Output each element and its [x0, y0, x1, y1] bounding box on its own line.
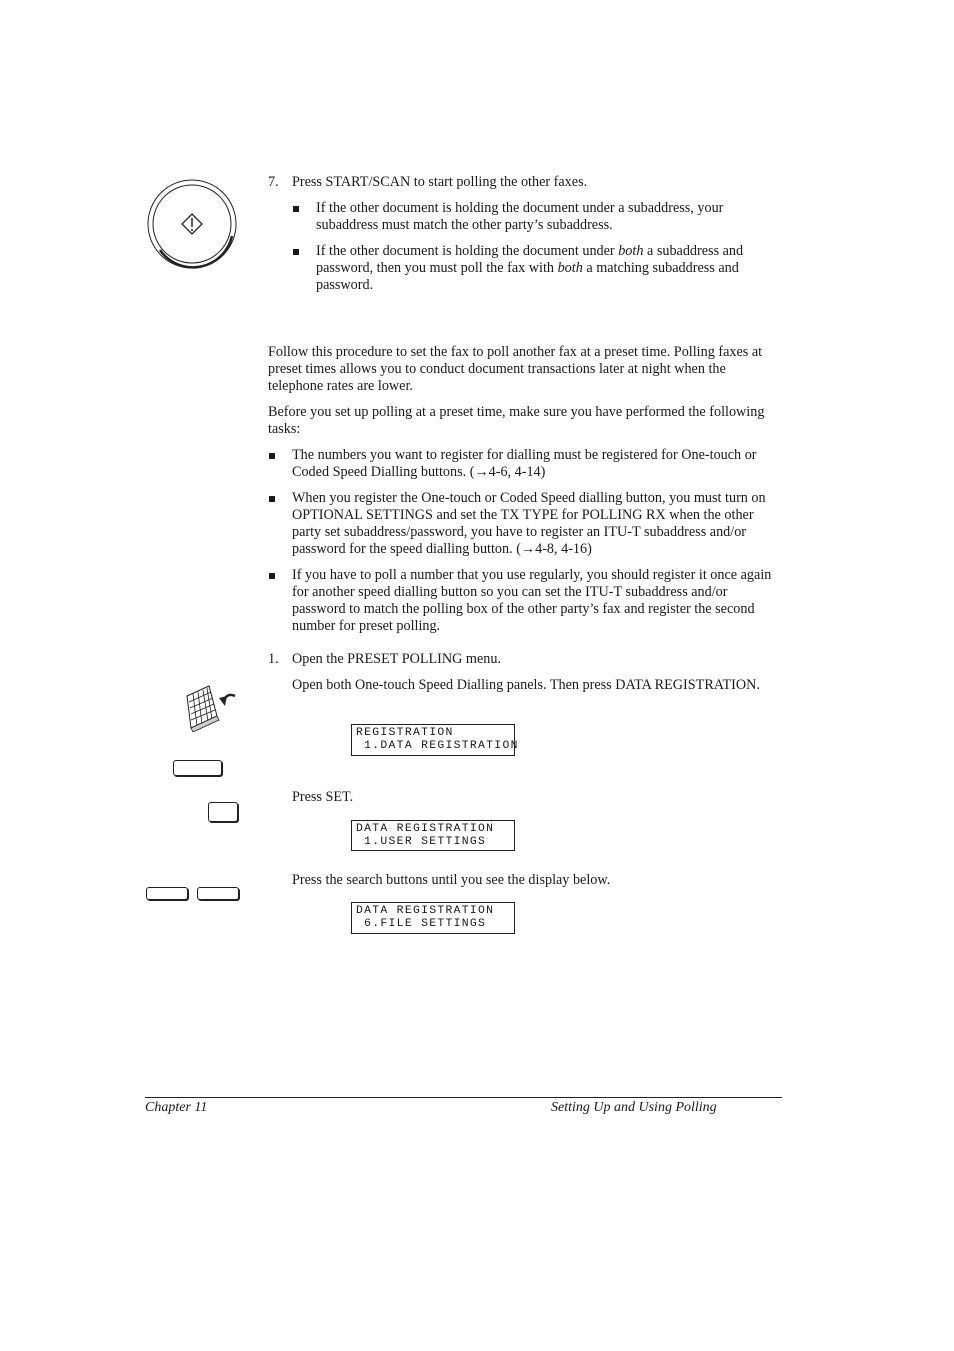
list-item: [268, 447, 780, 481]
search-left-key[interactable]: [146, 887, 188, 900]
step-text: Open the PRESET POLLING menu.: [292, 651, 501, 667]
step-number: 1.: [268, 651, 279, 667]
footer-section-title: Setting Up and Using Polling: [551, 1100, 717, 1115]
data-registration-key[interactable]: [173, 760, 222, 776]
start-scan-button-icon: [146, 178, 240, 272]
lcd-display-3: DATA REGISTRATION 6.FILE SETTINGS: [351, 902, 515, 934]
lcd-display-1: REGISTRATION 1.DATA REGISTRATION: [351, 724, 515, 756]
step-text: Press START/SCAN to start polling the other faxes.: [292, 174, 588, 190]
set-key[interactable]: [208, 802, 238, 822]
bullet-text: When you register the One-touch or Coded Speed dialling button, you must turn on OPTIONAL SETTINGS and set the TX TYPE for POLLING RX when the other party set subaddress/password, you have to register an ITU-T subaddress and/or password for the speed dialling button. (→4-8, 4-16): [292, 490, 766, 557]
intro-paragraph: Before you set up polling at a preset time, make sure you have performed the following tasks:: [268, 404, 765, 437]
list-item: [292, 243, 780, 294]
bullet-text: If the other document is holding the document under a subaddress, your subaddress must match the other party’s subaddress.: [316, 200, 724, 233]
step-1: [268, 651, 780, 668]
search-buttons-instruction: Press the search buttons until you see the display below.: [292, 872, 611, 888]
step-7: [268, 174, 780, 294]
one-touch-panel-icon: [183, 682, 241, 732]
footer-divider: [145, 1097, 782, 1098]
intro-paragraph: Follow this procedure to set the fax to poll another fax at a preset time. Polling faxes at preset times allows you to conduct document transactions later at night when the telephone rates are lower.: [268, 344, 763, 394]
lcd-display-2: DATA REGISTRATION 1.USER SETTINGS: [351, 820, 515, 851]
step-1-instruction: Open both One-touch Speed Dialling panels. Then press DATA REGISTRATION.: [292, 677, 760, 693]
bullet-text: If you have to poll a number that you use regularly, you should register it once again for another speed dialling button so you can set the ITU-T subaddress and/or password to match the polling box of the other party’s fax and register the second number for preset polling.: [292, 567, 772, 634]
intro-section: [268, 344, 780, 635]
list-item: [292, 200, 780, 234]
list-item: [268, 490, 780, 558]
search-right-key[interactable]: [197, 887, 239, 900]
step-number: 7.: [268, 174, 279, 190]
bullet-text: The numbers you want to register for dialling must be registered for One-touch or Coded Speed Dialling buttons. (→4-6, 4-14): [292, 447, 757, 480]
list-item: [268, 567, 780, 635]
bullet-text: If the other document is holding the document under both a subaddress and password, then you must poll the fax with both a matching subaddress and password.: [316, 243, 744, 293]
footer-chapter: Chapter 11: [145, 1100, 208, 1115]
press-set-instruction: Press SET.: [292, 789, 354, 805]
